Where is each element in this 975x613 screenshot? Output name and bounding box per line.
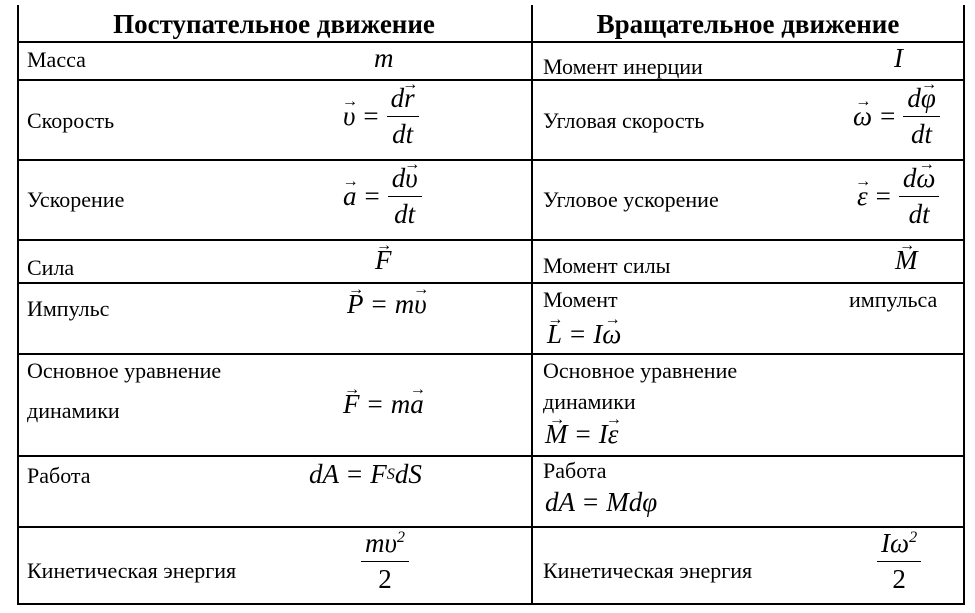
label-rot-kinetic-energy: Кинетическая энергия bbox=[543, 558, 753, 583]
formula-velocity: → υ = $\frac{d\to r}{dt}$ bbox=[343, 85, 419, 148]
formula-angular-acceleration: → ε = $\frac{d\to \omega}{dt}$ bbox=[857, 165, 939, 228]
formula-force: → F bbox=[375, 245, 392, 276]
label-force: Сила bbox=[27, 255, 75, 280]
label-mass: Масса bbox=[27, 47, 86, 72]
label-rot-work: Работа bbox=[543, 458, 607, 483]
label-angular-momentum-1: Момент bbox=[543, 287, 618, 312]
label-rot-dynamics-equation-2: динамики bbox=[543, 389, 636, 414]
formula-moment-of-force: → M bbox=[895, 245, 918, 276]
row-divider bbox=[17, 79, 965, 81]
row-divider bbox=[17, 455, 965, 457]
formula-kinetic-energy: $\frac{m\upsilon^2}{2}$ bbox=[361, 529, 409, 593]
header-translational: Поступательное движение bbox=[113, 9, 435, 39]
label-angular-momentum-2: импульса bbox=[849, 287, 938, 312]
row-divider bbox=[17, 526, 965, 528]
label-moment-of-force: Момент силы bbox=[543, 253, 671, 278]
header-rotational: Вращательное движение bbox=[596, 9, 900, 39]
row-divider bbox=[17, 159, 965, 161]
label-kinetic-energy: Кинетическая энергия bbox=[27, 558, 237, 583]
label-rot-dynamics-equation-1: Основное уравнение bbox=[543, 358, 738, 383]
row-divider bbox=[17, 282, 965, 284]
formula-rot-dynamics-equation: → M = I → ε bbox=[545, 419, 618, 450]
formula-work: d A = F S d S bbox=[309, 459, 422, 489]
formula-angular-momentum: → L = I → ω bbox=[547, 319, 621, 350]
label-momentum: Импульс bbox=[27, 296, 110, 321]
formula-mass: m bbox=[374, 43, 394, 73]
formula-angular-velocity: → ω = $\frac{d\to \varphi}{dt}$ bbox=[853, 85, 940, 148]
formula-rot-kinetic-energy: $\frac{I\omega^2}{2}$ bbox=[877, 529, 921, 593]
table-border-right bbox=[963, 5, 965, 605]
label-angular-velocity: Угловая скорость bbox=[543, 108, 705, 133]
formula-momentum: → P = m → υ bbox=[347, 289, 427, 320]
label-acceleration: Ускорение bbox=[27, 187, 125, 212]
formula-dynamics-equation: → F = m → a bbox=[343, 389, 424, 420]
label-moment-of-inertia: Момент инерции bbox=[543, 54, 703, 79]
comparison-table bbox=[17, 5, 965, 605]
label-velocity: Скорость bbox=[27, 108, 115, 133]
label-angular-acceleration: Угловое ускорение bbox=[543, 187, 719, 212]
row-divider bbox=[17, 353, 965, 355]
label-dynamics-equation-1: Основное уравнение bbox=[27, 358, 222, 383]
formula-acceleration: → a = $\frac{d\to \upsilon}{dt}$ bbox=[343, 165, 422, 228]
table-border-bottom bbox=[17, 603, 965, 605]
table-border-top bbox=[17, 41, 965, 43]
formula-rot-work: d A = M d φ bbox=[545, 487, 658, 517]
table-border-left bbox=[17, 5, 19, 605]
label-work: Работа bbox=[27, 463, 91, 488]
row-divider bbox=[17, 239, 965, 241]
formula-moment-of-inertia: I bbox=[894, 43, 903, 73]
label-dynamics-equation-2: динамики bbox=[27, 398, 120, 423]
table-divider-center bbox=[531, 5, 533, 605]
